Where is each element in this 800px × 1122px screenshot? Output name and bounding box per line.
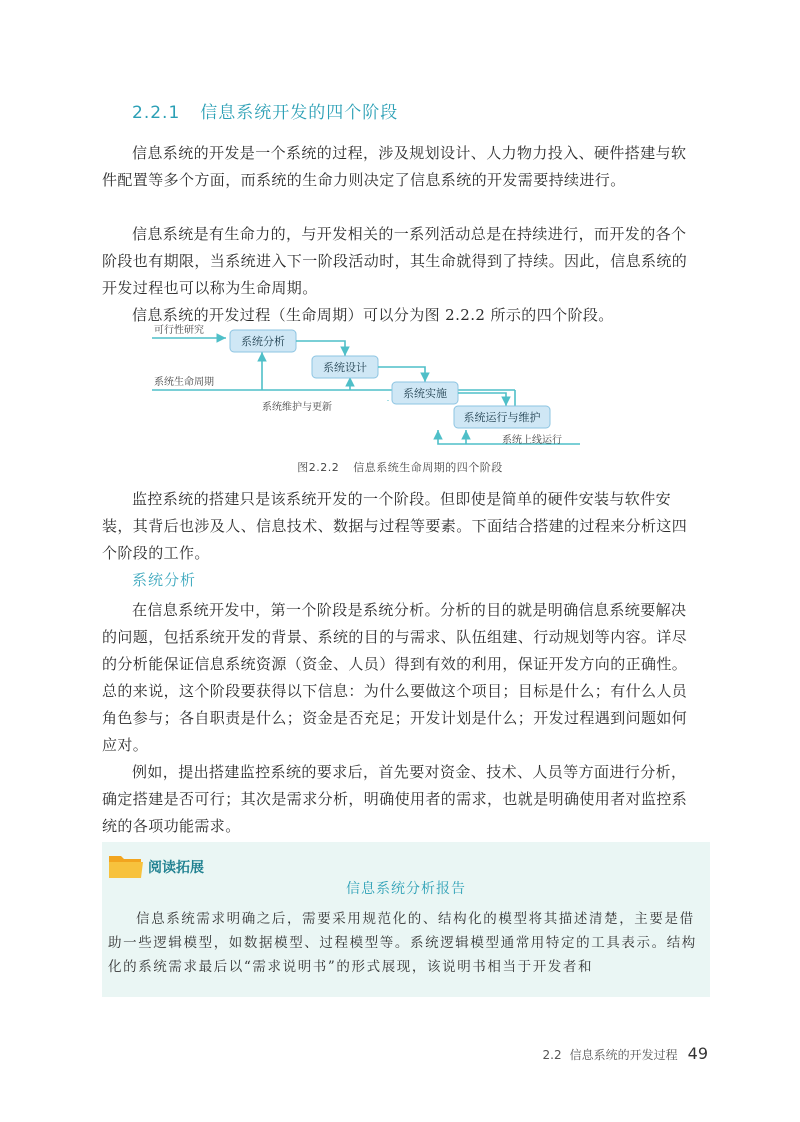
online-label: 系统上线运行 xyxy=(502,435,562,446)
stage-analysis: 系统分析 xyxy=(241,335,285,348)
stage-operate: 系统运行与维护 xyxy=(463,411,541,424)
section-title: 信息系统开发的四个阶段 xyxy=(200,103,399,123)
flow-arrow-2 xyxy=(378,367,425,382)
paragraph-lifecycle: 信息系统是有生命力的，与开发相关的一系列活动总是在持续进行，而开发的各个阶段也有期限，当系统进入下一阶段活动时，其生命就得到了持续。因此，信息系统的开发过程也可以称为生命周期。 xyxy=(102,225,688,297)
paragraph-analysis: 在信息系统开发中，第一个阶段是系统分析。分析的目的就是明确信息系统要解决的问题，包括系统开发的背景、系统的目的与需求、队伍组建、行动规划等内容。详尽的分析能保证信息系统资源（资金、人员）得到有效的利用，保证开发方向的正确性。总的来说，这个阶段要获得以下信息：为什么要做这个项目；目标是什么；有什么人员角色参与；各自职责是什么；资金是否充足；开发计划是什么；开发过程遇到问题如何应对。 xyxy=(102,601,688,754)
figure-number: 图2.2.2 xyxy=(297,461,340,474)
subsection-title: 系统分析 xyxy=(132,571,197,589)
paragraph-intro: 信息系统的开发是一个系统的过程，涉及规划设计、人力物力投入、硬件搭建与软件配置等多个方面，而系统的生命力则决定了信息系统的开发需要持续进行。 xyxy=(102,144,687,189)
lifecycle-diagram xyxy=(140,322,620,470)
feasibility-label: 可行性研究 xyxy=(154,325,204,336)
flow-arrow-3 xyxy=(458,393,506,406)
maintenance-label: 系统维护与更新 xyxy=(262,402,332,413)
page-number: 49 xyxy=(687,1044,708,1063)
figure-caption-text: 信息系统生命周期的四个阶段 xyxy=(353,461,503,474)
paragraph-monitoring: 监控系统的搭建只是该系统开发的一个阶段。但即使是简单的硬件安装与软件安装，其背后也涉及人、信息技术、数据与过程等要素。下面结合搭建的过程来分析这四个阶段的工作。 xyxy=(102,490,688,562)
footer-title: 信息系统的开发过程 xyxy=(569,1048,678,1062)
footer-section: 2.2 xyxy=(542,1048,562,1062)
flow-arrow-1 xyxy=(296,341,345,356)
section-number: 2.2.1 xyxy=(132,103,181,123)
stage-design: 系统设计 xyxy=(323,361,367,374)
reading-title: 信息系统分析报告 xyxy=(346,881,466,897)
section-heading xyxy=(132,98,398,123)
figure-caption xyxy=(0,459,800,475)
stage-implement: 系统实施 xyxy=(403,387,447,400)
lifecycle-label: 系统生命周期 xyxy=(154,377,214,388)
paragraph-example: 例如，提出搭建监控系统的要求后，首先要对资金、技术、人员等方面进行分析，确定搭建是否可行；其次是需求分析，明确使用者的需求，也就是明确使用者对监控系统的各项功能需求。 xyxy=(102,763,688,835)
reading-label: 阅读拓展 xyxy=(148,860,204,876)
reading-text: 信息系统需求明确之后，需要采用规范化的、结构化的模型将其描述清楚，主要是借助一些逻辑模型，如数据模型、过程模型等。系统逻辑模型通常用特定的工具表示。结构化的系统需求最后以“需求说明书”的形式展现，该说明书相当于开发者和 xyxy=(108,911,697,975)
page-footer xyxy=(543,1044,708,1063)
paragraph-four-stages: 信息系统的开发过程（生命周期）可以分为图 2.2.2 所示的四个阶段。 xyxy=(132,306,614,324)
